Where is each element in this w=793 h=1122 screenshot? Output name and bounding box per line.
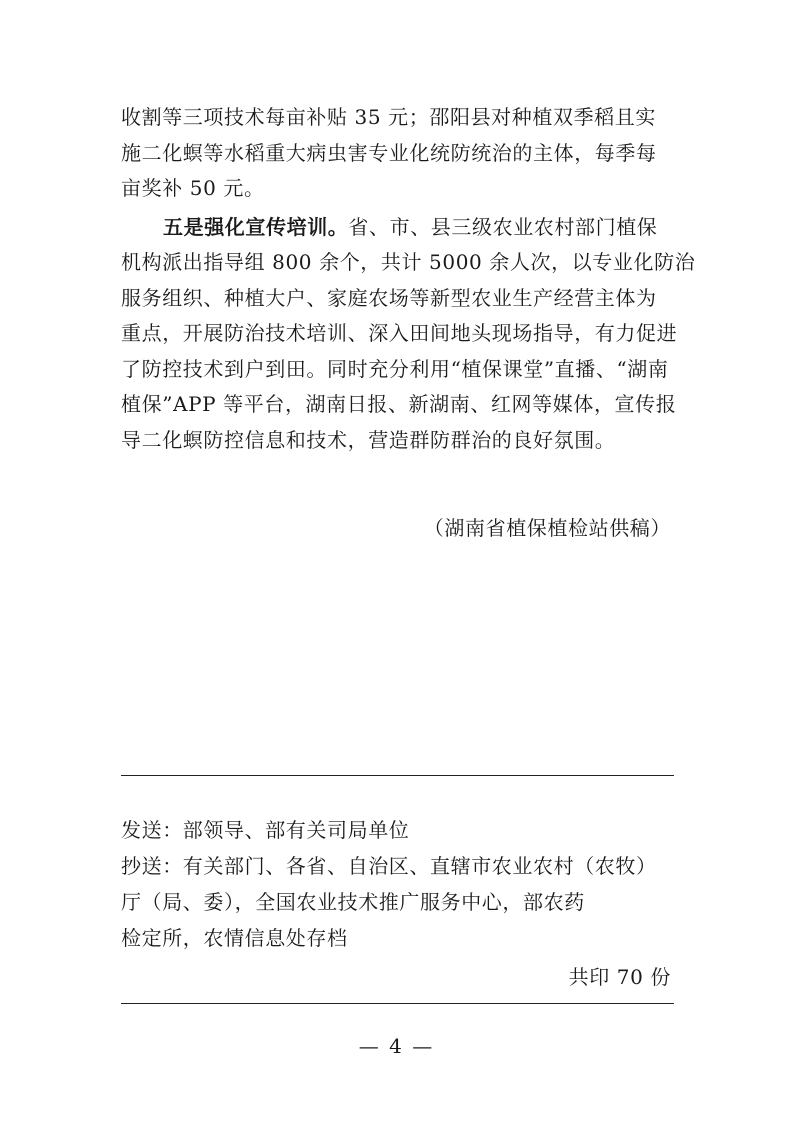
body-text <box>121 100 696 458</box>
cc-line: 抄送：有关部门、各省、自治区、直辖市农业农村（农牧） <box>121 854 657 878</box>
source-attribution: （湖南省植保植检站供稿） <box>423 516 671 540</box>
text-line: 机构派出指导组 800 余个，共计 5000 余人次，以专业化防治 <box>121 250 696 274</box>
text-line: 植保”APP 等平台，湖南日报、新湖南、红网等媒体，宣传报 <box>121 392 677 416</box>
text-line: 服务组织、种植大户、家庭农场等新型农业生产经营主体为 <box>121 285 657 310</box>
paragraph-subsidy <box>121 100 674 207</box>
paragraph-lead-heading: 五是强化宣传培训。 <box>163 214 349 239</box>
cc-line: 厅（局、委），全国农业技术推广服务中心，部农药 <box>121 890 585 914</box>
text-line: 施二化螟等水稻重大病虫害专业化统防统治的主体，每季每 <box>121 140 657 165</box>
text-line: 收割等三项技术每亩补贴 35 元；邵阳县对种植双季稻且实 <box>121 105 656 129</box>
text-line: 重点，开展防治技术培训、深入田间地头现场指导，有力促进 <box>121 321 678 345</box>
paragraph-publicity-training <box>121 210 696 459</box>
text-line <box>121 210 674 246</box>
cc-line: 检定所，农情信息处存档 <box>121 926 348 950</box>
text-line: 了防控技术到户到田。同时充分利用“植保课堂”直播、“湖南 <box>121 356 669 381</box>
send-to: 发送：部领导、部有关司局单位 <box>121 818 410 842</box>
page-number: — 4 — <box>358 1034 435 1058</box>
print-copies: 共印 70 份 <box>568 965 671 989</box>
distribution-list <box>121 812 674 956</box>
text-line: 亩奖补 50 元。 <box>121 176 265 200</box>
divider-top <box>121 775 674 776</box>
divider-bottom <box>121 1003 674 1004</box>
text-segment: 省、市、县三级农业农村部门植保 <box>348 214 658 239</box>
text-line: 导二化螟防控信息和技术，营造群防群治的良好氛围。 <box>121 427 616 452</box>
